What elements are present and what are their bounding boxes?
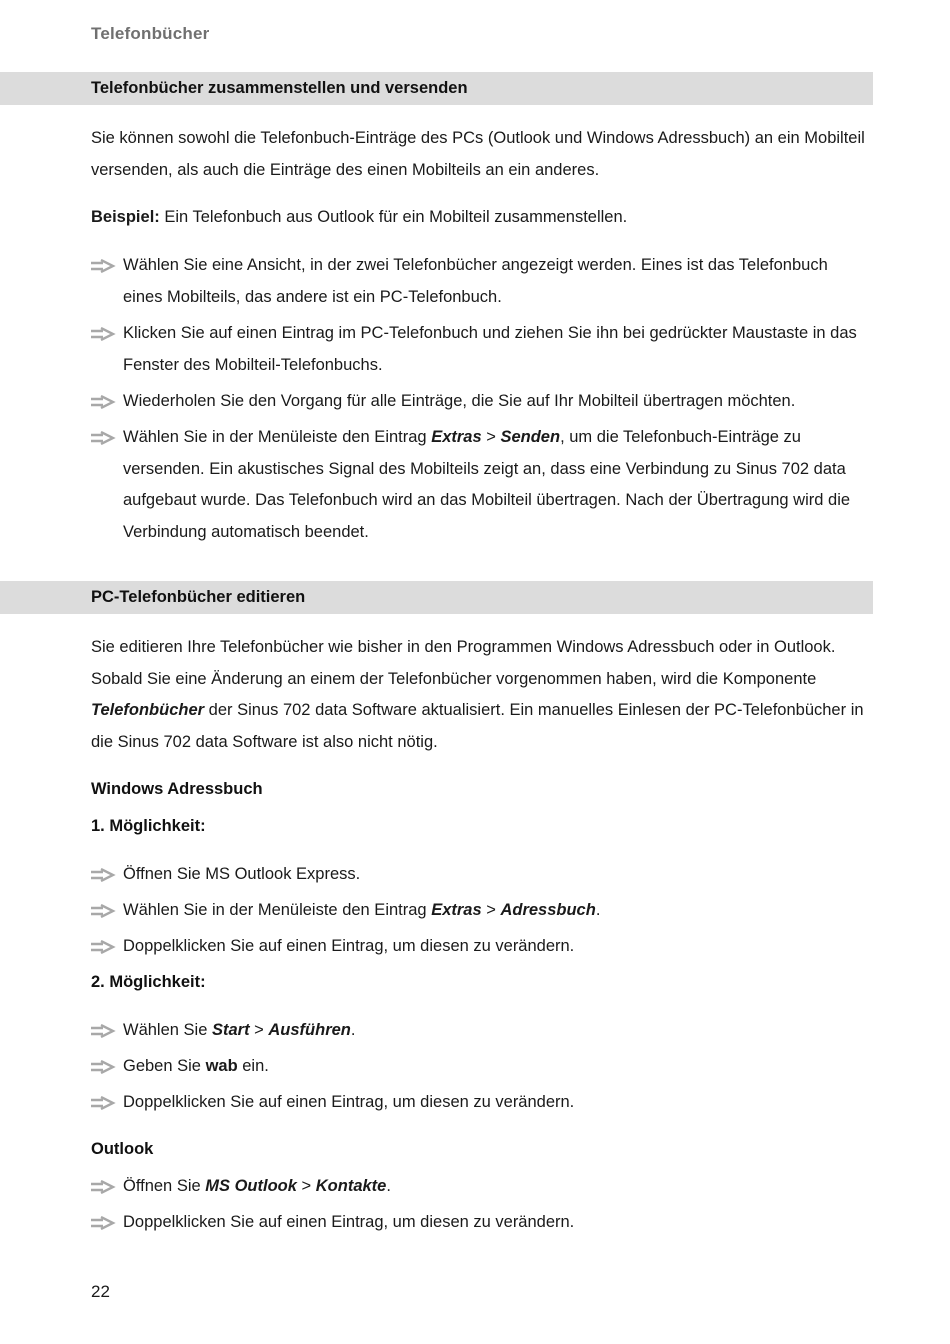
step-text: Doppelklicken Sie auf einen Eintrag, um diesen zu verändern. <box>123 1093 575 1111</box>
step-text <box>123 422 866 548</box>
step-text-part: ein. <box>237 1057 269 1075</box>
step-item <box>91 250 866 313</box>
running-head: Telefonbücher <box>91 24 210 43</box>
menu-item-ms-outlook: MS Outlook <box>205 1177 297 1195</box>
double-arrow-icon <box>91 327 117 341</box>
menu-item-senden: Senden <box>500 428 561 446</box>
component-name: Telefonbücher <box>91 701 205 719</box>
step-item <box>91 1051 866 1083</box>
step-text: Klicken Sie auf einen Eintrag im PC-Telefonbuch und ziehen Sie ihn bei gedrückter Maustaste in das Fenster des Mobilteil-Telefonbuchs. <box>123 324 857 374</box>
menu-item-adressbuch: Adressbuch <box>500 901 596 919</box>
double-arrow-icon <box>91 395 117 409</box>
double-arrow-icon <box>91 1060 117 1074</box>
paragraph-part: der Sinus 702 data Software aktualisiert. Ein manuelles Einlesen der PC-Telefonbücher in die Sinus 702 data Software ist also nicht nötig. <box>91 701 864 751</box>
menu-item-extras: Extras <box>431 428 482 446</box>
option1-heading: 1. Möglichkeit: <box>91 817 206 835</box>
step-text-part: . <box>386 1177 391 1195</box>
double-arrow-icon <box>91 1024 117 1038</box>
step-item <box>91 1207 866 1239</box>
step-item <box>91 422 866 548</box>
menu-separator: > <box>249 1021 269 1039</box>
step-text-part: Öffnen Sie <box>123 1177 206 1195</box>
section-header-bar <box>0 72 873 105</box>
option2-heading: 2. Möglichkeit: <box>91 973 206 991</box>
step-text: Wählen Sie eine Ansicht, in der zwei Telefonbücher angezeigt werden. Eines ist das Telefonbuch eines Mobilteils, das andere ist ein PC-Telefonbuch. <box>123 256 828 306</box>
windows-addressbook-heading: Windows Adressbuch <box>91 780 263 798</box>
double-arrow-icon <box>91 1180 117 1194</box>
intro-paragraph: Sie können sowohl die Telefonbuch-Einträge des PCs (Outlook und Windows Adressbuch) an ein Mobilteil versenden, als auch die Einträge des einen Mobilteils an ein anderes. <box>91 129 865 179</box>
menu-item-extras: Extras <box>431 901 482 919</box>
paragraph-part: Sie editieren Ihre Telefonbücher wie bisher in den Programmen Windows Adressbuch oder in Outlook. Sobald Sie eine Änderung an einem der Telefonbücher vorgenommen haben, wird die Komponente <box>91 638 836 688</box>
step-item <box>91 1087 866 1119</box>
menu-separator: > <box>296 1177 316 1195</box>
menu-separator: > <box>481 901 501 919</box>
step-text: Öffnen Sie MS Outlook Express. <box>123 865 361 883</box>
menu-item-kontakte: Kontakte <box>315 1177 387 1195</box>
example-label: Beispiel: <box>91 208 160 226</box>
menu-item-start: Start <box>211 1021 250 1039</box>
outlook-heading: Outlook <box>91 1140 154 1158</box>
menu-item-ausfuehren: Ausführen <box>268 1021 351 1039</box>
step-item <box>91 931 866 963</box>
double-arrow-icon <box>91 904 117 918</box>
step-text: Doppelklicken Sie auf einen Eintrag, um diesen zu verändern. <box>123 1213 575 1231</box>
editing-paragraph <box>91 632 866 758</box>
step-text: Doppelklicken Sie auf einen Eintrag, um diesen zu verändern. <box>123 937 575 955</box>
example-paragraph <box>91 202 866 234</box>
step-text-part: Wählen Sie in der Menüleiste den Eintrag <box>123 428 432 446</box>
step-text <box>123 1015 866 1047</box>
step-text <box>123 1171 866 1203</box>
step-text <box>123 895 866 927</box>
section-header-bar <box>0 581 873 614</box>
step-text-part: . <box>350 1021 356 1039</box>
double-arrow-icon <box>91 259 117 273</box>
section-title: PC-Telefonbücher editieren <box>91 588 306 606</box>
double-arrow-icon <box>91 940 117 954</box>
step-item <box>91 318 866 381</box>
step-text-part: Wählen Sie <box>123 1021 212 1039</box>
section-title: Telefonbücher zusammenstellen und versenden <box>91 79 468 97</box>
double-arrow-icon <box>91 1216 117 1230</box>
command-wab: wab <box>205 1057 238 1075</box>
step-item <box>91 895 866 927</box>
page-number: 22 <box>91 1282 110 1301</box>
step-item <box>91 1171 866 1203</box>
step-text: Wiederholen Sie den Vorgang für alle Einträge, die Sie auf Ihr Mobilteil übertragen möchten. <box>123 392 796 410</box>
step-item <box>91 1015 866 1047</box>
step-text <box>123 1051 866 1083</box>
step-text-part: Wählen Sie in der Menüleiste den Eintrag <box>123 901 432 919</box>
double-arrow-icon <box>91 1096 117 1110</box>
double-arrow-icon <box>91 431 117 445</box>
double-arrow-icon <box>91 868 117 882</box>
menu-separator: > <box>481 428 501 446</box>
example-text: Ein Telefonbuch aus Outlook für ein Mobilteil zusammenstellen. <box>159 208 628 226</box>
step-text-part: . <box>595 901 601 919</box>
step-text-part: Geben Sie <box>123 1057 206 1075</box>
step-text-part: , um die Telefonbuch-Einträge zu versenden. Ein akustisches Signal des Mobilteils zeigt an, dass eine Verbindung zu Sinus 702 data aufgebaut wurde. Das Telefonbuch wird an das Mobilteil übertragen. Nach der Übertragung wird die Verbindung automatisch beendet. <box>123 428 851 541</box>
step-item <box>91 386 866 418</box>
step-item <box>91 859 866 891</box>
